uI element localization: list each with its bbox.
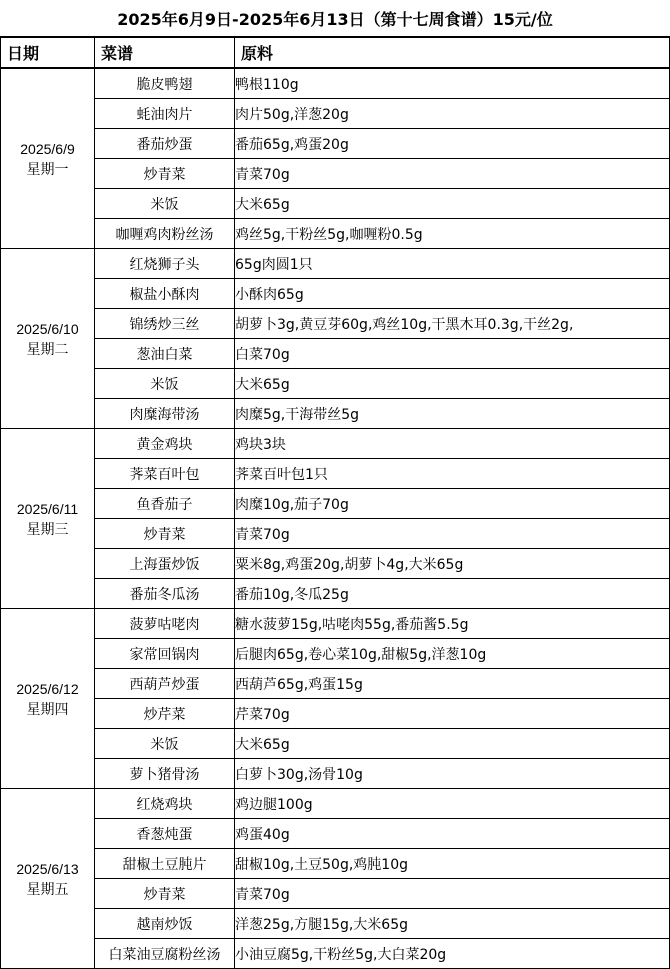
dish-ingredients: 肉片50g,洋葱20g (235, 99, 670, 129)
table-row (1, 129, 670, 159)
header-date: 日期 (1, 37, 95, 68)
dish-name: 番茄冬瓜汤 (95, 579, 235, 609)
dish-ingredients: 甜椒10g,土豆50g,鸡肫10g (235, 849, 670, 879)
dish-name: 炒青菜 (95, 159, 235, 189)
dish-name: 炒青菜 (95, 879, 235, 909)
dish-name: 萝卜猪骨汤 (95, 759, 235, 789)
menu-table (0, 36, 670, 969)
dish-ingredients: 肉糜10g,茄子70g (235, 489, 670, 519)
table-row (1, 699, 670, 729)
dish-ingredients: 65g肉圆1只 (235, 249, 670, 279)
table-row (1, 579, 670, 609)
table-row (1, 459, 670, 489)
date-cell (1, 789, 95, 969)
dish-name: 米饭 (95, 729, 235, 759)
dish-name: 红烧狮子头 (95, 249, 235, 279)
date-cell (1, 68, 95, 249)
date-label: 2025/6/13 (16, 860, 79, 877)
table-row (1, 309, 670, 339)
dish-name: 锦绣炒三丝 (95, 309, 235, 339)
table-row (1, 369, 670, 399)
dish-name: 荠菜百叶包 (95, 459, 235, 489)
dish-name: 家常回锅肉 (95, 639, 235, 669)
dish-ingredients: 鸡蛋40g (235, 819, 670, 849)
table-row (1, 279, 670, 309)
dish-ingredients: 鸡丝5g,干粉丝5g,咖喱粉0.5g (235, 219, 670, 249)
dish-name: 红烧鸡块 (95, 789, 235, 819)
dish-name: 炒青菜 (95, 519, 235, 549)
dish-ingredients: 番茄65g,鸡蛋20g (235, 129, 670, 159)
dish-ingredients: 白菜70g (235, 339, 670, 369)
dish-ingredients: 青菜70g (235, 159, 670, 189)
header-dish: 菜谱 (95, 37, 235, 68)
table-row (1, 429, 670, 459)
table-row (1, 639, 670, 669)
dish-name: 肉糜海带汤 (95, 399, 235, 429)
table-row (1, 189, 670, 219)
table-row (1, 99, 670, 129)
dish-name: 米饭 (95, 189, 235, 219)
dish-name: 鱼香茄子 (95, 489, 235, 519)
date-label: 2025/6/11 (16, 500, 79, 517)
dish-ingredients: 青菜70g (235, 519, 670, 549)
date-label: 2025/6/12 (16, 680, 79, 697)
dish-ingredients: 芹菜70g (235, 699, 670, 729)
header-row (1, 37, 670, 68)
dish-name: 越南炒饭 (95, 909, 235, 939)
dish-ingredients: 大米65g (235, 729, 670, 759)
dish-ingredients: 大米65g (235, 189, 670, 219)
weekday-label: 星期二 (26, 340, 69, 357)
table-row (1, 789, 670, 819)
dish-name: 脆皮鸭翅 (95, 68, 235, 99)
table-row (1, 549, 670, 579)
dish-name: 菠萝咕咾肉 (95, 609, 235, 639)
table-row (1, 159, 670, 189)
table-row (1, 819, 670, 849)
weekday-label: 星期四 (26, 700, 69, 717)
dish-ingredients: 大米65g (235, 369, 670, 399)
table-row (1, 909, 670, 939)
dish-ingredients: 鸡块3块 (235, 429, 670, 459)
table-row (1, 759, 670, 789)
dish-ingredients: 鸭根110g (235, 68, 670, 99)
dish-name: 炒芹菜 (95, 699, 235, 729)
dish-ingredients: 肉糜5g,干海带丝5g (235, 399, 670, 429)
dish-ingredients: 西葫芦65g,鸡蛋15g (235, 669, 670, 699)
weekday-label: 星期三 (26, 520, 69, 537)
date-label: 2025/6/10 (16, 320, 79, 337)
dish-name: 香葱炖蛋 (95, 819, 235, 849)
table-row (1, 879, 670, 909)
table-row (1, 219, 670, 249)
dish-name: 黄金鸡块 (95, 429, 235, 459)
dish-name: 白菜油豆腐粉丝汤 (95, 939, 235, 969)
table-row (1, 339, 670, 369)
table-row (1, 849, 670, 879)
weekday-label: 星期五 (26, 880, 69, 897)
dish-name: 甜椒土豆肫片 (95, 849, 235, 879)
dish-ingredients: 洋葱25g,方腿15g,大米65g (235, 909, 670, 939)
dish-ingredients: 小油豆腐5g,干粉丝5g,大白菜20g (235, 939, 670, 969)
header-ingredients: 原料 (235, 37, 670, 68)
weekday-label: 星期一 (26, 160, 69, 177)
table-row (1, 249, 670, 279)
dish-name: 米饭 (95, 369, 235, 399)
table-row (1, 939, 670, 969)
table-row (1, 489, 670, 519)
dish-ingredients: 糖水菠萝15g,咕咾肉55g,番茄酱5.5g (235, 609, 670, 639)
dish-name: 椒盐小酥肉 (95, 279, 235, 309)
dish-name: 西葫芦炒蛋 (95, 669, 235, 699)
dish-name: 番茄炒蛋 (95, 129, 235, 159)
date-cell (1, 249, 95, 429)
dish-ingredients: 白萝卜30g,汤骨10g (235, 759, 670, 789)
page-title: 2025年6月9日-2025年6月13日（第十七周食谱）15元/位 (117, 9, 553, 29)
dish-ingredients: 番茄10g,冬瓜25g (235, 579, 670, 609)
dish-ingredients: 后腿肉65g,卷心菜10g,甜椒5g,洋葱10g (235, 639, 670, 669)
date-label: 2025/6/9 (20, 140, 75, 157)
dish-ingredients: 粟米8g,鸡蛋20g,胡萝卜4g,大米65g (235, 549, 670, 579)
dish-ingredients: 青菜70g (235, 879, 670, 909)
dish-ingredients: 荠菜百叶包1只 (235, 459, 670, 489)
table-row (1, 669, 670, 699)
date-cell (1, 429, 95, 609)
table-row (1, 609, 670, 639)
table-row (1, 399, 670, 429)
dish-ingredients: 鸡边腿100g (235, 789, 670, 819)
table-row (1, 519, 670, 549)
dish-name: 上海蛋炒饭 (95, 549, 235, 579)
table-row (1, 729, 670, 759)
menu-body (1, 68, 670, 969)
table-row (1, 68, 670, 99)
date-cell (1, 609, 95, 789)
dish-name: 咖喱鸡肉粉丝汤 (95, 219, 235, 249)
dish-ingredients: 小酥肉65g (235, 279, 670, 309)
dish-name: 蚝油肉片 (95, 99, 235, 129)
dish-ingredients: 胡萝卜3g,黄豆芽60g,鸡丝10g,干黑木耳0.3g,干丝2g, (235, 309, 670, 339)
dish-name: 葱油白菜 (95, 339, 235, 369)
